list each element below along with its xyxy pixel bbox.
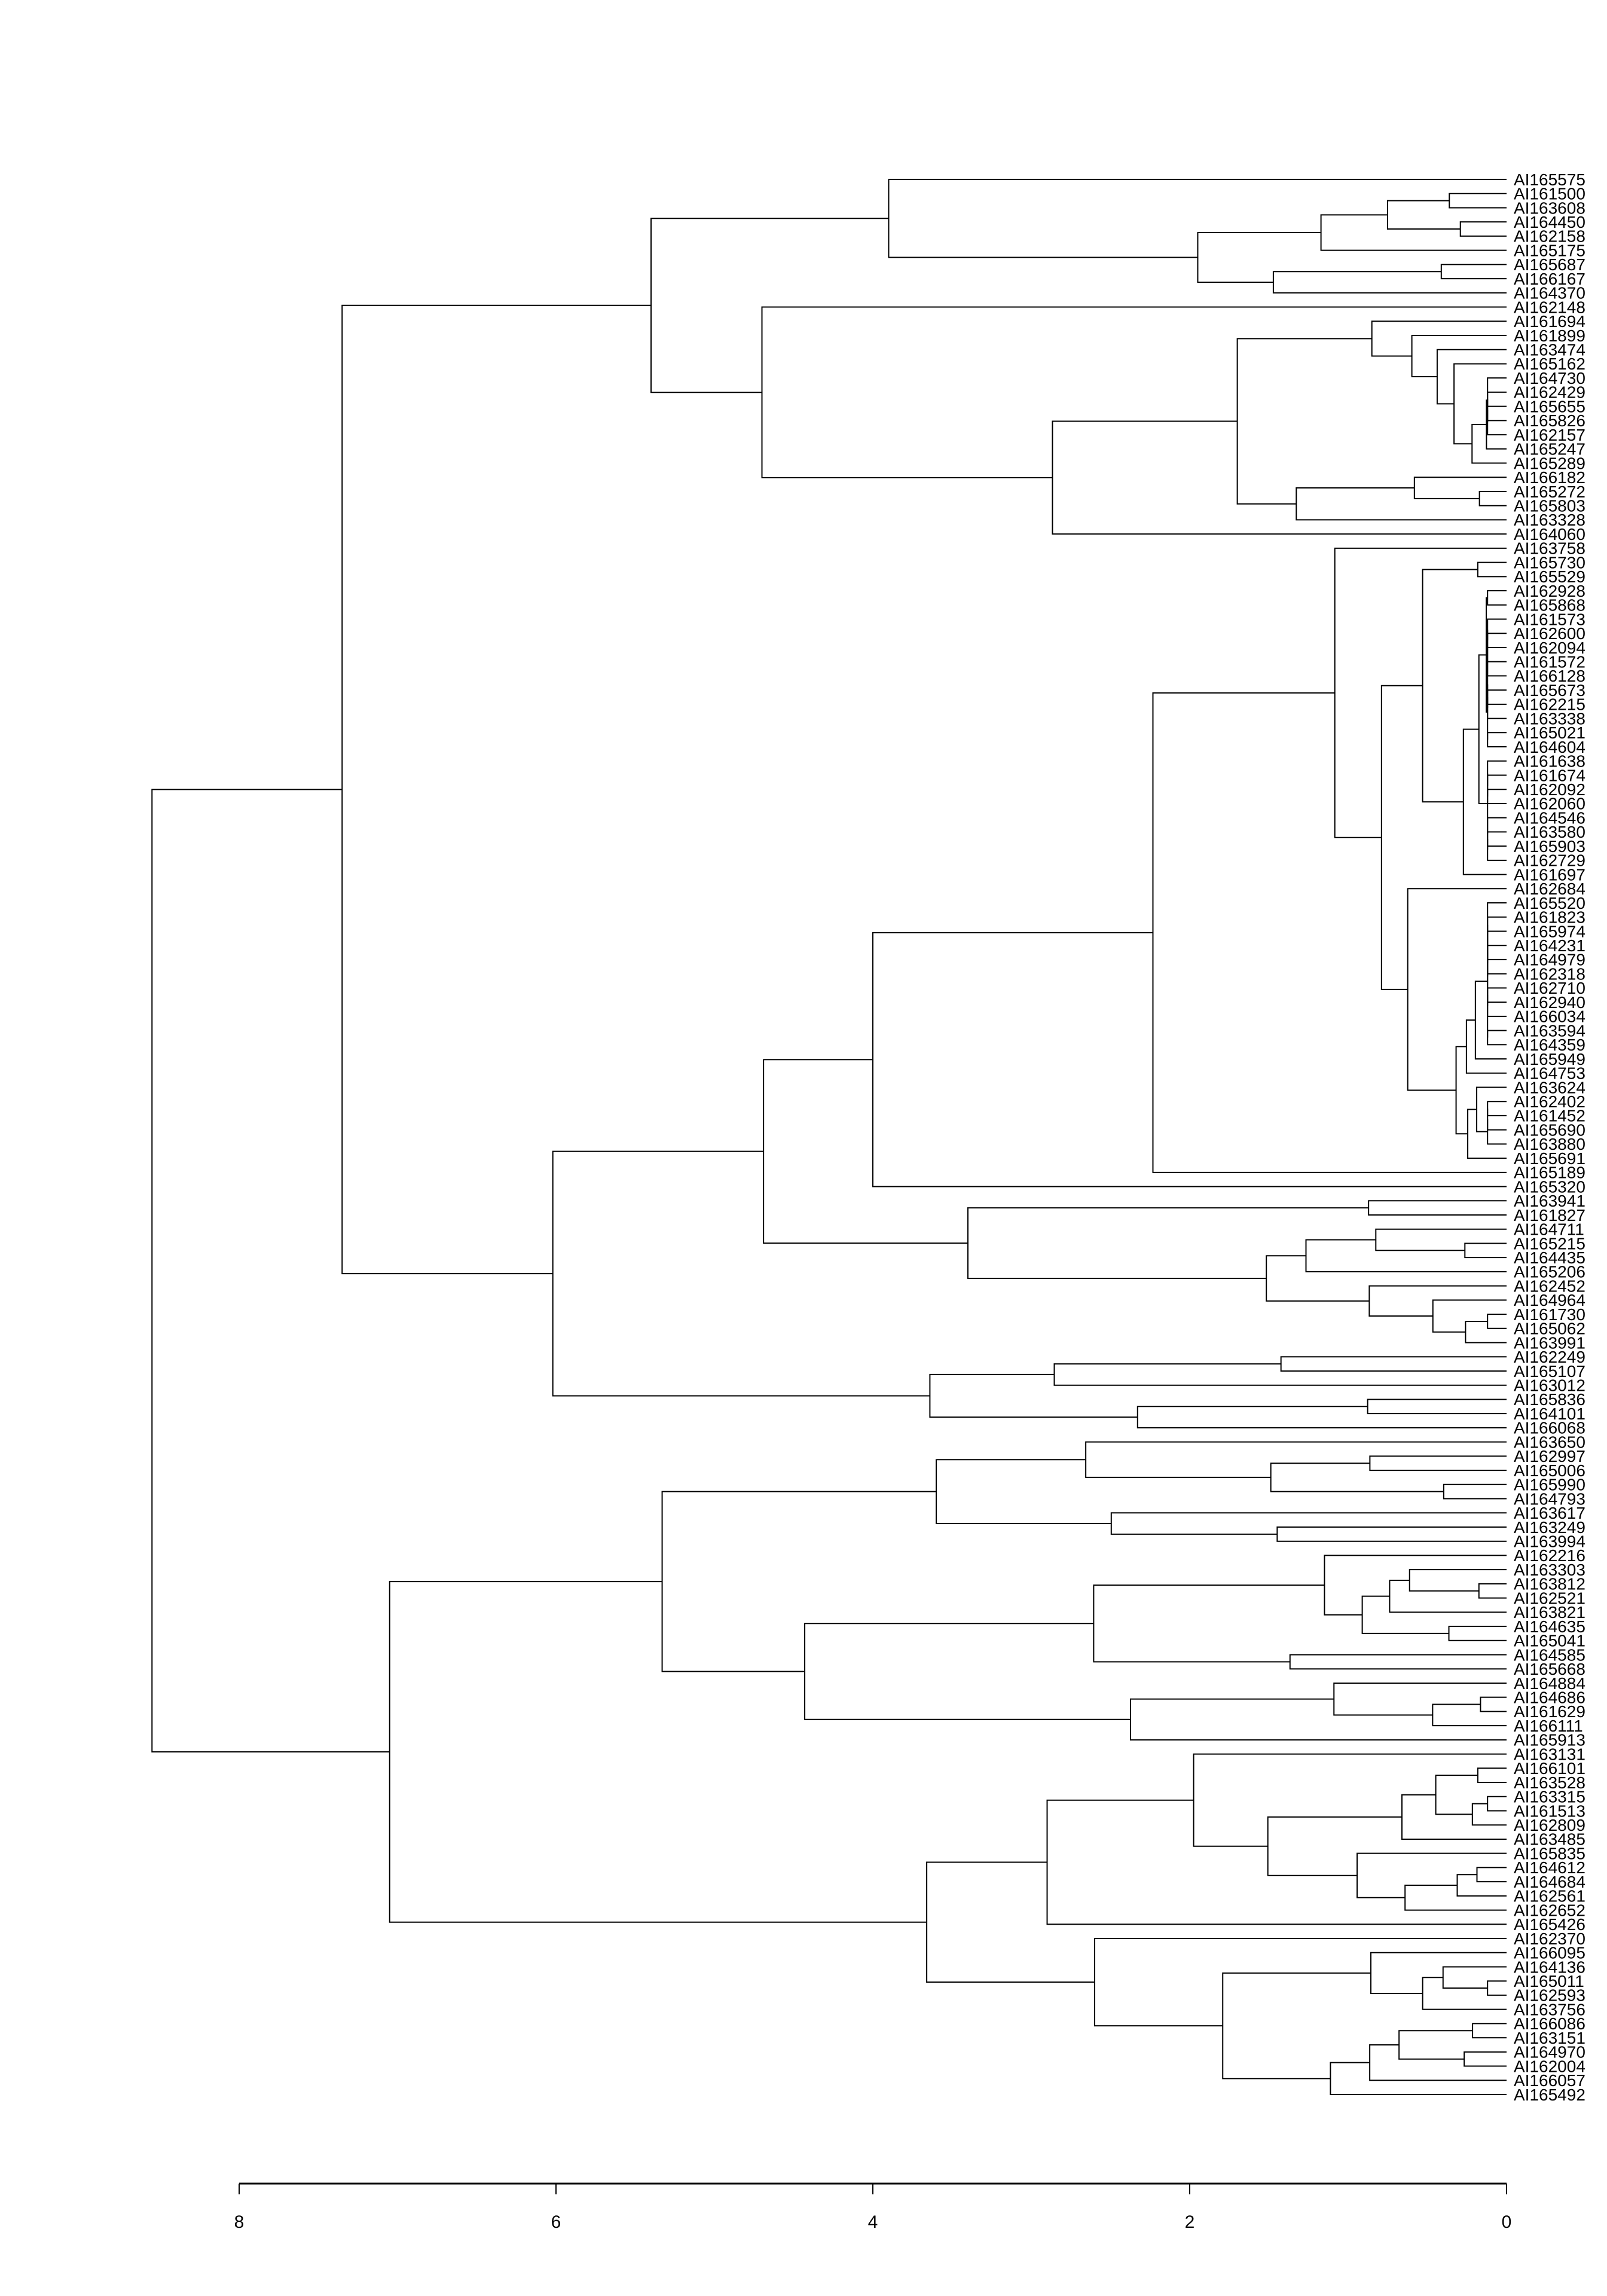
leaf-label: AI165272 [1514, 482, 1585, 501]
branch-segment [1487, 1101, 1507, 1116]
branch-segment [1268, 1817, 1402, 1876]
leaf-label: AI165913 [1514, 1730, 1585, 1750]
leaf-label: AI161572 [1514, 652, 1585, 671]
leaf-label: AI162402 [1514, 1092, 1585, 1111]
leaf-label: AI165803 [1514, 496, 1585, 515]
leaf-label: AI165011 [1514, 1972, 1584, 1991]
branch-segment [1487, 995, 1507, 1016]
branch-segment [1464, 729, 1507, 875]
branch-segment [1330, 2063, 1507, 2095]
branch-segment [805, 1623, 1131, 1720]
leaf-label: AI165668 [1514, 1660, 1585, 1679]
leaf-label: AI165687 [1514, 255, 1585, 274]
branch-segment [1423, 569, 1478, 802]
branch-segment [1047, 1800, 1507, 1925]
leaf-label: AI165215 [1514, 1234, 1585, 1253]
branch-segment [1480, 491, 1507, 506]
branch-segment [927, 1863, 1095, 1983]
leaf-label: AI163821 [1514, 1603, 1585, 1622]
leaf-label: AI161694 [1514, 312, 1585, 331]
branch-segment [1086, 1442, 1507, 1477]
leaf-label: AI166167 [1514, 269, 1585, 288]
leaf-label: AI164753 [1514, 1064, 1585, 1083]
branch-segment [1475, 981, 1507, 1059]
leaf-label: AI162561 [1514, 1886, 1585, 1906]
branch-segment [1465, 1321, 1507, 1343]
branch-segment [1487, 775, 1507, 796]
branch-segment [1457, 1874, 1507, 1896]
branch-segment [762, 307, 1507, 478]
branch-segment [662, 1492, 936, 1672]
leaf-label: AI161730 [1514, 1305, 1585, 1324]
leaf-label: AI164793 [1514, 1489, 1585, 1509]
branch-segment [1449, 1626, 1507, 1641]
branch-segment [1487, 789, 1507, 804]
leaf-label: AI163485 [1514, 1830, 1585, 1849]
branch-segment [1412, 335, 1507, 377]
branch-segment [1487, 952, 1507, 974]
leaf-label: AI165189 [1514, 1163, 1585, 1182]
leaf-label: AI163580 [1514, 823, 1585, 842]
leaf-label: AI165690 [1514, 1120, 1585, 1140]
axis-tick-label: 6 [551, 2212, 561, 2232]
branch-segment [1306, 1240, 1507, 1272]
branch-segment [1444, 1485, 1507, 1499]
branch-segment [1449, 194, 1507, 208]
branch-segment [1487, 818, 1507, 850]
branch-segment [1487, 591, 1507, 605]
leaf-label: AI164231 [1514, 936, 1585, 955]
leaf-label: AI163608 [1514, 199, 1585, 218]
branch-segment [1194, 1754, 1507, 1846]
branch-segment [1271, 1463, 1444, 1491]
leaf-label: AI165062 [1514, 1319, 1585, 1338]
branch-segment [1464, 2052, 1507, 2066]
leaf-label: AI165826 [1514, 411, 1585, 430]
leaf-label: AI165835 [1514, 1844, 1585, 1863]
leaf-label: AI163994 [1514, 1532, 1585, 1551]
branch-segment [390, 1581, 927, 1922]
leaf-label: AI162684 [1514, 880, 1585, 899]
leaf-label: AI163941 [1514, 1192, 1585, 1211]
branch-segment [1487, 839, 1507, 860]
leaf-label: AI165575 [1514, 170, 1585, 189]
branch-segment [1487, 988, 1507, 1002]
leaf-label: AI163338 [1514, 709, 1585, 728]
branch-segment [1410, 1570, 1507, 1591]
leaf-label: AI165730 [1514, 553, 1585, 572]
leaf-label: AI165974 [1514, 922, 1585, 941]
branch-segment [1131, 1699, 1507, 1740]
branch-segment [1335, 548, 1507, 838]
leaf-label: AI166034 [1514, 1007, 1585, 1026]
branch-segment [1478, 1768, 1507, 1782]
branch-segment [1423, 1977, 1507, 2009]
leaf-label: AI165990 [1514, 1475, 1585, 1494]
leaf-label: AI165520 [1514, 893, 1585, 912]
axis-tick-label: 8 [234, 2212, 245, 2232]
branch-segment [1153, 693, 1507, 1173]
leaf-label: AI166086 [1514, 2014, 1585, 2034]
leaf-label: AI163474 [1514, 340, 1585, 359]
branch-segment [1487, 945, 1507, 960]
branch-segment [1357, 1854, 1507, 1898]
leaf-label: AI162452 [1514, 1277, 1585, 1296]
leaf-label: AI162652 [1514, 1901, 1585, 1920]
leaf-label: AI161500 [1514, 184, 1585, 203]
leaf-label: AI162249 [1514, 1348, 1585, 1367]
leaf-label: AI166101 [1514, 1759, 1585, 1778]
leaf-label: AI164585 [1514, 1645, 1585, 1665]
branch-segment [1405, 1885, 1507, 1910]
branch-segment [1487, 399, 1507, 421]
leaf-label: AI162092 [1514, 780, 1585, 799]
branch-segment [1487, 761, 1507, 786]
branch-segment [1487, 646, 1507, 676]
leaf-label: AI162215 [1514, 695, 1585, 714]
branch-segment [1372, 321, 1507, 356]
leaf-label: AI163151 [1514, 2028, 1585, 2047]
leaf-label: AI165107 [1514, 1361, 1585, 1381]
branch-segment [1369, 1286, 1507, 1316]
leaf-label: AI164711 [1514, 1220, 1584, 1239]
branch-segment [1478, 563, 1507, 577]
branch-segment [1477, 1867, 1507, 1882]
branch-segment [1382, 686, 1423, 990]
leaf-label: AI166128 [1514, 667, 1585, 686]
branch-segment [1436, 1775, 1478, 1814]
leaf-label: AI161827 [1514, 1205, 1585, 1225]
branch-segment [1487, 633, 1507, 648]
leaf-label: AI164970 [1514, 2042, 1585, 2062]
leaf-label: AI165492 [1514, 2085, 1585, 2104]
branch-segment [1138, 1406, 1507, 1428]
branch-segment [1461, 222, 1507, 236]
leaf-label: AI165175 [1514, 241, 1585, 260]
branch-segment [1111, 1513, 1507, 1534]
leaf-label: AI162600 [1514, 624, 1585, 643]
branch-segment [1441, 264, 1507, 279]
leaf-label: AI164435 [1514, 1248, 1585, 1267]
leaf-label: AI165320 [1514, 1177, 1585, 1196]
branch-segment [1487, 917, 1507, 976]
leaf-labels [1514, 170, 1585, 2104]
branch-segment [342, 306, 651, 1274]
branch-segment [1370, 2045, 1507, 2080]
leaf-label: AI165289 [1514, 454, 1585, 473]
leaf-label: AI165021 [1514, 723, 1585, 743]
branch-segment [1487, 697, 1507, 719]
branch-segment [1472, 2023, 1507, 2038]
leaf-label: AI164370 [1514, 283, 1585, 303]
leaf-label: AI163991 [1514, 1333, 1585, 1352]
leaf-label: AI164612 [1514, 1858, 1585, 1877]
leaf-label: AI164546 [1514, 808, 1585, 828]
leaf-label: AI164359 [1514, 1036, 1585, 1055]
leaf-label: AI165041 [1514, 1631, 1585, 1650]
leaf-label: AI163617 [1514, 1504, 1585, 1523]
branch-segment [1368, 1399, 1507, 1413]
branch-segment [1443, 1967, 1507, 1988]
leaf-label: AI166182 [1514, 468, 1585, 487]
branch-segment [1273, 271, 1507, 293]
leaf-label: AI165206 [1514, 1262, 1585, 1281]
branch-segment [1402, 1795, 1507, 1839]
leaf-label: AI163758 [1514, 539, 1585, 558]
leaf-label: AI162318 [1514, 964, 1585, 984]
branch-segment [968, 1208, 1368, 1278]
branch-segment [1480, 1697, 1507, 1712]
leaf-label: AI162729 [1514, 851, 1585, 870]
branch-segment [1370, 1456, 1507, 1470]
leaf-label: AI163249 [1514, 1518, 1585, 1537]
leaf-label: AI165426 [1514, 1915, 1585, 1934]
leaf-label: AI164730 [1514, 368, 1585, 387]
branch-segment [1487, 392, 1507, 407]
leaf-label: AI164060 [1514, 524, 1585, 544]
leaf-label: AI165247 [1514, 439, 1585, 459]
leaf-label: AI161899 [1514, 326, 1585, 345]
branch-segment [1432, 1705, 1507, 1726]
branch-segment [1487, 378, 1507, 422]
leaf-label: AI164101 [1514, 1404, 1585, 1423]
leaf-label: AI162157 [1514, 425, 1585, 444]
leaf-label: AI165162 [1514, 355, 1585, 374]
axis-tick-label: 2 [1184, 2212, 1195, 2232]
branch-segment [1472, 425, 1507, 463]
leaf-label: AI161823 [1514, 908, 1585, 927]
leaf-label: AI161697 [1514, 865, 1585, 884]
leaf-label: AI161629 [1514, 1702, 1585, 1721]
branch-segment [1238, 338, 1372, 503]
leaf-label: AI161674 [1514, 766, 1585, 785]
leaf-label: AI162060 [1514, 794, 1585, 813]
leaf-label: AI165836 [1514, 1390, 1585, 1409]
leaf-label: AI165868 [1514, 596, 1585, 615]
leaf-label: AI162158 [1514, 227, 1585, 246]
leaf-label: AI163650 [1514, 1433, 1585, 1452]
leaf-label: AI164884 [1514, 1674, 1585, 1693]
leaf-label: AI164635 [1514, 1617, 1585, 1636]
leaf-label: AI162004 [1514, 2057, 1585, 2076]
branch-segment [1487, 630, 1507, 661]
branch-segment [1376, 1229, 1507, 1251]
leaf-label: AI166111 [1514, 1716, 1583, 1735]
branch-segment [1487, 832, 1507, 846]
leaf-label: AI163303 [1514, 1560, 1585, 1579]
branch-segment [1197, 233, 1321, 282]
branch-segment [553, 1152, 930, 1396]
leaf-label: AI165529 [1514, 567, 1585, 587]
leaf-label: AI161513 [1514, 1802, 1585, 1821]
branch-segment [1095, 1938, 1507, 2026]
leaf-label: AI162710 [1514, 979, 1585, 998]
leaf-label: AI163880 [1514, 1135, 1585, 1154]
height-axis [234, 2184, 1512, 2232]
axis-tick-label: 4 [867, 2212, 878, 2232]
leaf-label: AI163315 [1514, 1787, 1585, 1806]
branch-segment [1472, 1804, 1507, 1825]
axis-tick-label: 0 [1501, 2212, 1512, 2232]
branch-segment [1479, 1584, 1507, 1598]
branch-segment [1487, 1119, 1507, 1144]
leaf-label: AI165691 [1514, 1149, 1585, 1168]
branch-segment [763, 1060, 968, 1243]
leaf-label: AI162997 [1514, 1447, 1585, 1466]
branch-segment [1437, 350, 1507, 404]
leaf-label: AI163756 [1514, 2000, 1585, 2019]
leaf-label: AI164604 [1514, 737, 1585, 756]
leaf-label: AI163594 [1514, 1021, 1585, 1040]
leaf-label: AI162148 [1514, 298, 1585, 317]
leaf-label: AI163131 [1514, 1745, 1585, 1764]
branch-segment [1487, 1314, 1507, 1329]
branch-segment [1487, 410, 1507, 435]
leaf-label: AI164684 [1514, 1872, 1585, 1891]
leaf-label: AI165949 [1514, 1049, 1585, 1068]
leaf-label: AI164686 [1514, 1688, 1585, 1707]
branch-segment [1486, 400, 1507, 449]
leaf-label: AI162593 [1514, 1986, 1585, 2005]
branch-segment [1487, 903, 1507, 947]
branch-segment [1296, 488, 1507, 520]
branch-segment [1408, 889, 1507, 1090]
leaf-label: AI165673 [1514, 680, 1585, 700]
leaf-label: AI161638 [1514, 752, 1585, 771]
leaf-label: AI163012 [1514, 1376, 1585, 1395]
leaf-label: AI164450 [1514, 212, 1585, 231]
branch-segment [936, 1460, 1111, 1523]
leaf-label: AI162429 [1514, 383, 1585, 402]
leaf-label: AI165655 [1514, 397, 1585, 416]
branch-segment [1487, 619, 1507, 641]
branch-segment [1414, 477, 1507, 499]
branch-segment [1321, 215, 1507, 250]
branch-segment [1362, 1596, 1449, 1634]
tree-branches [152, 179, 1507, 2095]
leaf-label: AI162521 [1514, 1589, 1585, 1608]
branch-segment [1290, 1655, 1507, 1669]
branch-segment [1371, 1953, 1507, 1993]
leaf-label: AI161452 [1514, 1106, 1585, 1125]
leaf-label: AI162094 [1514, 638, 1585, 657]
branch-segment [1487, 1981, 1507, 1995]
branch-segment [1281, 1357, 1507, 1371]
branch-segment [1467, 1020, 1507, 1073]
leaf-label: AI161573 [1514, 610, 1585, 629]
leaf-label: AI163328 [1514, 511, 1585, 530]
leaf-label: AI165903 [1514, 836, 1585, 856]
branch-segment [1487, 1031, 1507, 1045]
leaf-label: AI163624 [1514, 1078, 1585, 1097]
branch-segment [1093, 1585, 1324, 1662]
branch-segment [651, 218, 889, 392]
leaf-label: AI163812 [1514, 1574, 1585, 1593]
leaf-label: AI162809 [1514, 1816, 1585, 1835]
branch-segment [1487, 732, 1507, 747]
branch-segment [1277, 1527, 1507, 1541]
branch-segment [1433, 1300, 1507, 1332]
branch-segment [1487, 690, 1507, 704]
branch-segment [1465, 1243, 1507, 1257]
leaf-label: AI166057 [1514, 2071, 1585, 2090]
leaf-label: AI164964 [1514, 1291, 1585, 1310]
branch-segment [930, 1375, 1137, 1417]
branch-segment [1389, 1580, 1507, 1612]
leaf-label: AI162370 [1514, 1929, 1585, 1948]
branch-segment [1266, 1256, 1369, 1301]
branch-segment [1487, 1109, 1507, 1130]
leaf-label: AI166095 [1514, 1943, 1585, 1962]
branch-segment [1368, 1201, 1507, 1215]
leaf-label: AI163528 [1514, 1773, 1585, 1792]
branch-segment [1454, 364, 1507, 444]
branch-segment [1487, 931, 1507, 963]
leaf-label: AI165006 [1514, 1461, 1585, 1480]
leaf-label: AI164979 [1514, 950, 1585, 969]
leaf-label: AI162928 [1514, 581, 1585, 600]
leaf-label: AI166068 [1514, 1418, 1585, 1437]
branch-segment [1487, 1797, 1507, 1811]
branch-segment [873, 933, 1507, 1187]
leaf-label: AI162940 [1514, 993, 1585, 1012]
leaf-label: AI162216 [1514, 1546, 1585, 1565]
leaf-label: AI164136 [1514, 1958, 1585, 1977]
branch-segment [1399, 2031, 1472, 2059]
branch-segment [1477, 1087, 1507, 1131]
branch-segment [152, 789, 390, 1752]
